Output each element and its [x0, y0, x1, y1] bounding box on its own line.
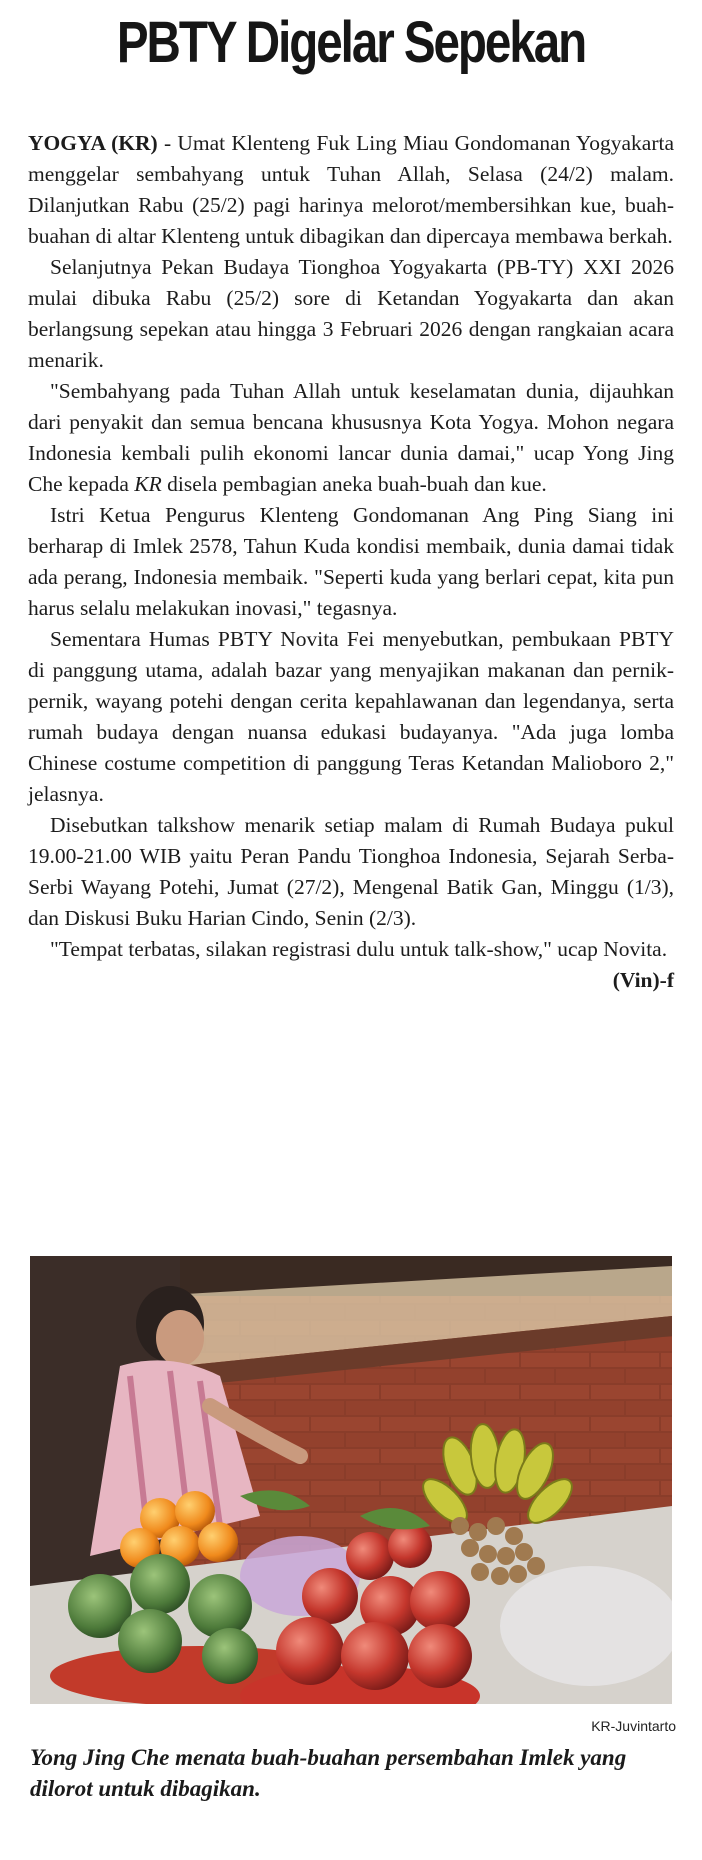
paragraph-2: Selanjutnya Pekan Budaya Tionghoa Yogyakarta (PB-TY) XXI 2026 mulai dibuka Rabu (25/2) sore di Ketandan Yogyakarta dan akan berlangsung sepekan atau hingga 3 Februari 2026 dengan rangkaian acara menarik. [28, 255, 674, 372]
paragraph-1: YOGYA (KR) - Umat Klenteng Fuk Ling Miau Gondomanan Yogyakarta menggelar sembahyang untuk Tuhan Allah, Selasa (24/2) malam. Dilanjutkan Rabu (25/2) pagi harinya melorot/membersihkan kue, buah-buahan di altar Klenteng untuk dibagikan dan dipercaya membawa berkah. [28, 131, 675, 248]
photo-caption: Yong Jing Che menata buah-buahan persembahan Imlek yang dilorot untuk dibagikan. [30, 1745, 627, 1801]
article-photo [30, 1256, 672, 1704]
photo-credit: KR-Juvintarto [591, 1718, 676, 1734]
byline: (Vin)-f [612, 968, 674, 992]
kr-abbrev: KR [134, 472, 162, 496]
paragraph-7: "Tempat terbatas, silakan registrasi dulu untuk talk-show," ucap Novita. (Vin)-f [28, 934, 674, 965]
paragraph-5: Sementara Humas PBTY Novita Fei menyebutkan, pembukaan PBTY di panggung utama, adalah bazar yang menyajikan makanan dan pernik-pernik, wayang potehi dengan cerita kepahlawanan dan legendanya, serta rumah budaya dengan nuansa edukasi budayanya. "Ada juga lomba Chinese costume competition di panggung Teras Ketandan Malioboro 2," jelasnya. [28, 627, 674, 806]
article-body [28, 128, 674, 996]
fruit-offering-photo [30, 1256, 672, 1704]
headline: PBTY Digelar Sepekan [116, 10, 586, 75]
paragraph-6: Disebutkan talkshow menarik setiap malam di Rumah Budaya pukul 19.00-21.00 WIB yaitu Peran Pandu Tionghoa Indonesia, Sejarah Serba-Serbi Wayang Potehi, Jumat (27/2), Mengenal Batik Gan, Minggu (1/3), dan Diskusi Buku Harian Cindo, Senin (2/3). [28, 813, 674, 930]
paragraph-3: "Sembahyang pada Tuhan Allah untuk keselamatan dunia, dijauhkan dari penyakit dan semua bencana khususnya Kota Yogya. Mohon negara Indonesia kembali pulih ekonomi lancar dunia damai," ucap Yong Jing Che kepada KR disela pembagian aneka buah-buah dan kue. [28, 379, 674, 496]
dateline: YOGYA (KR) [28, 131, 158, 155]
paragraph-4: Istri Ketua Pengurus Klenteng Gondomanan Ang Ping Siang ini berharap di Imlek 2578, Tahun Kuda kondisi membaik, dunia damai tidak ada perang, Indonesia membaik. "Seperti kuda yang berlari cepat, kita pun harus selalu melakukan inovasi," tegasnya. [28, 503, 674, 620]
